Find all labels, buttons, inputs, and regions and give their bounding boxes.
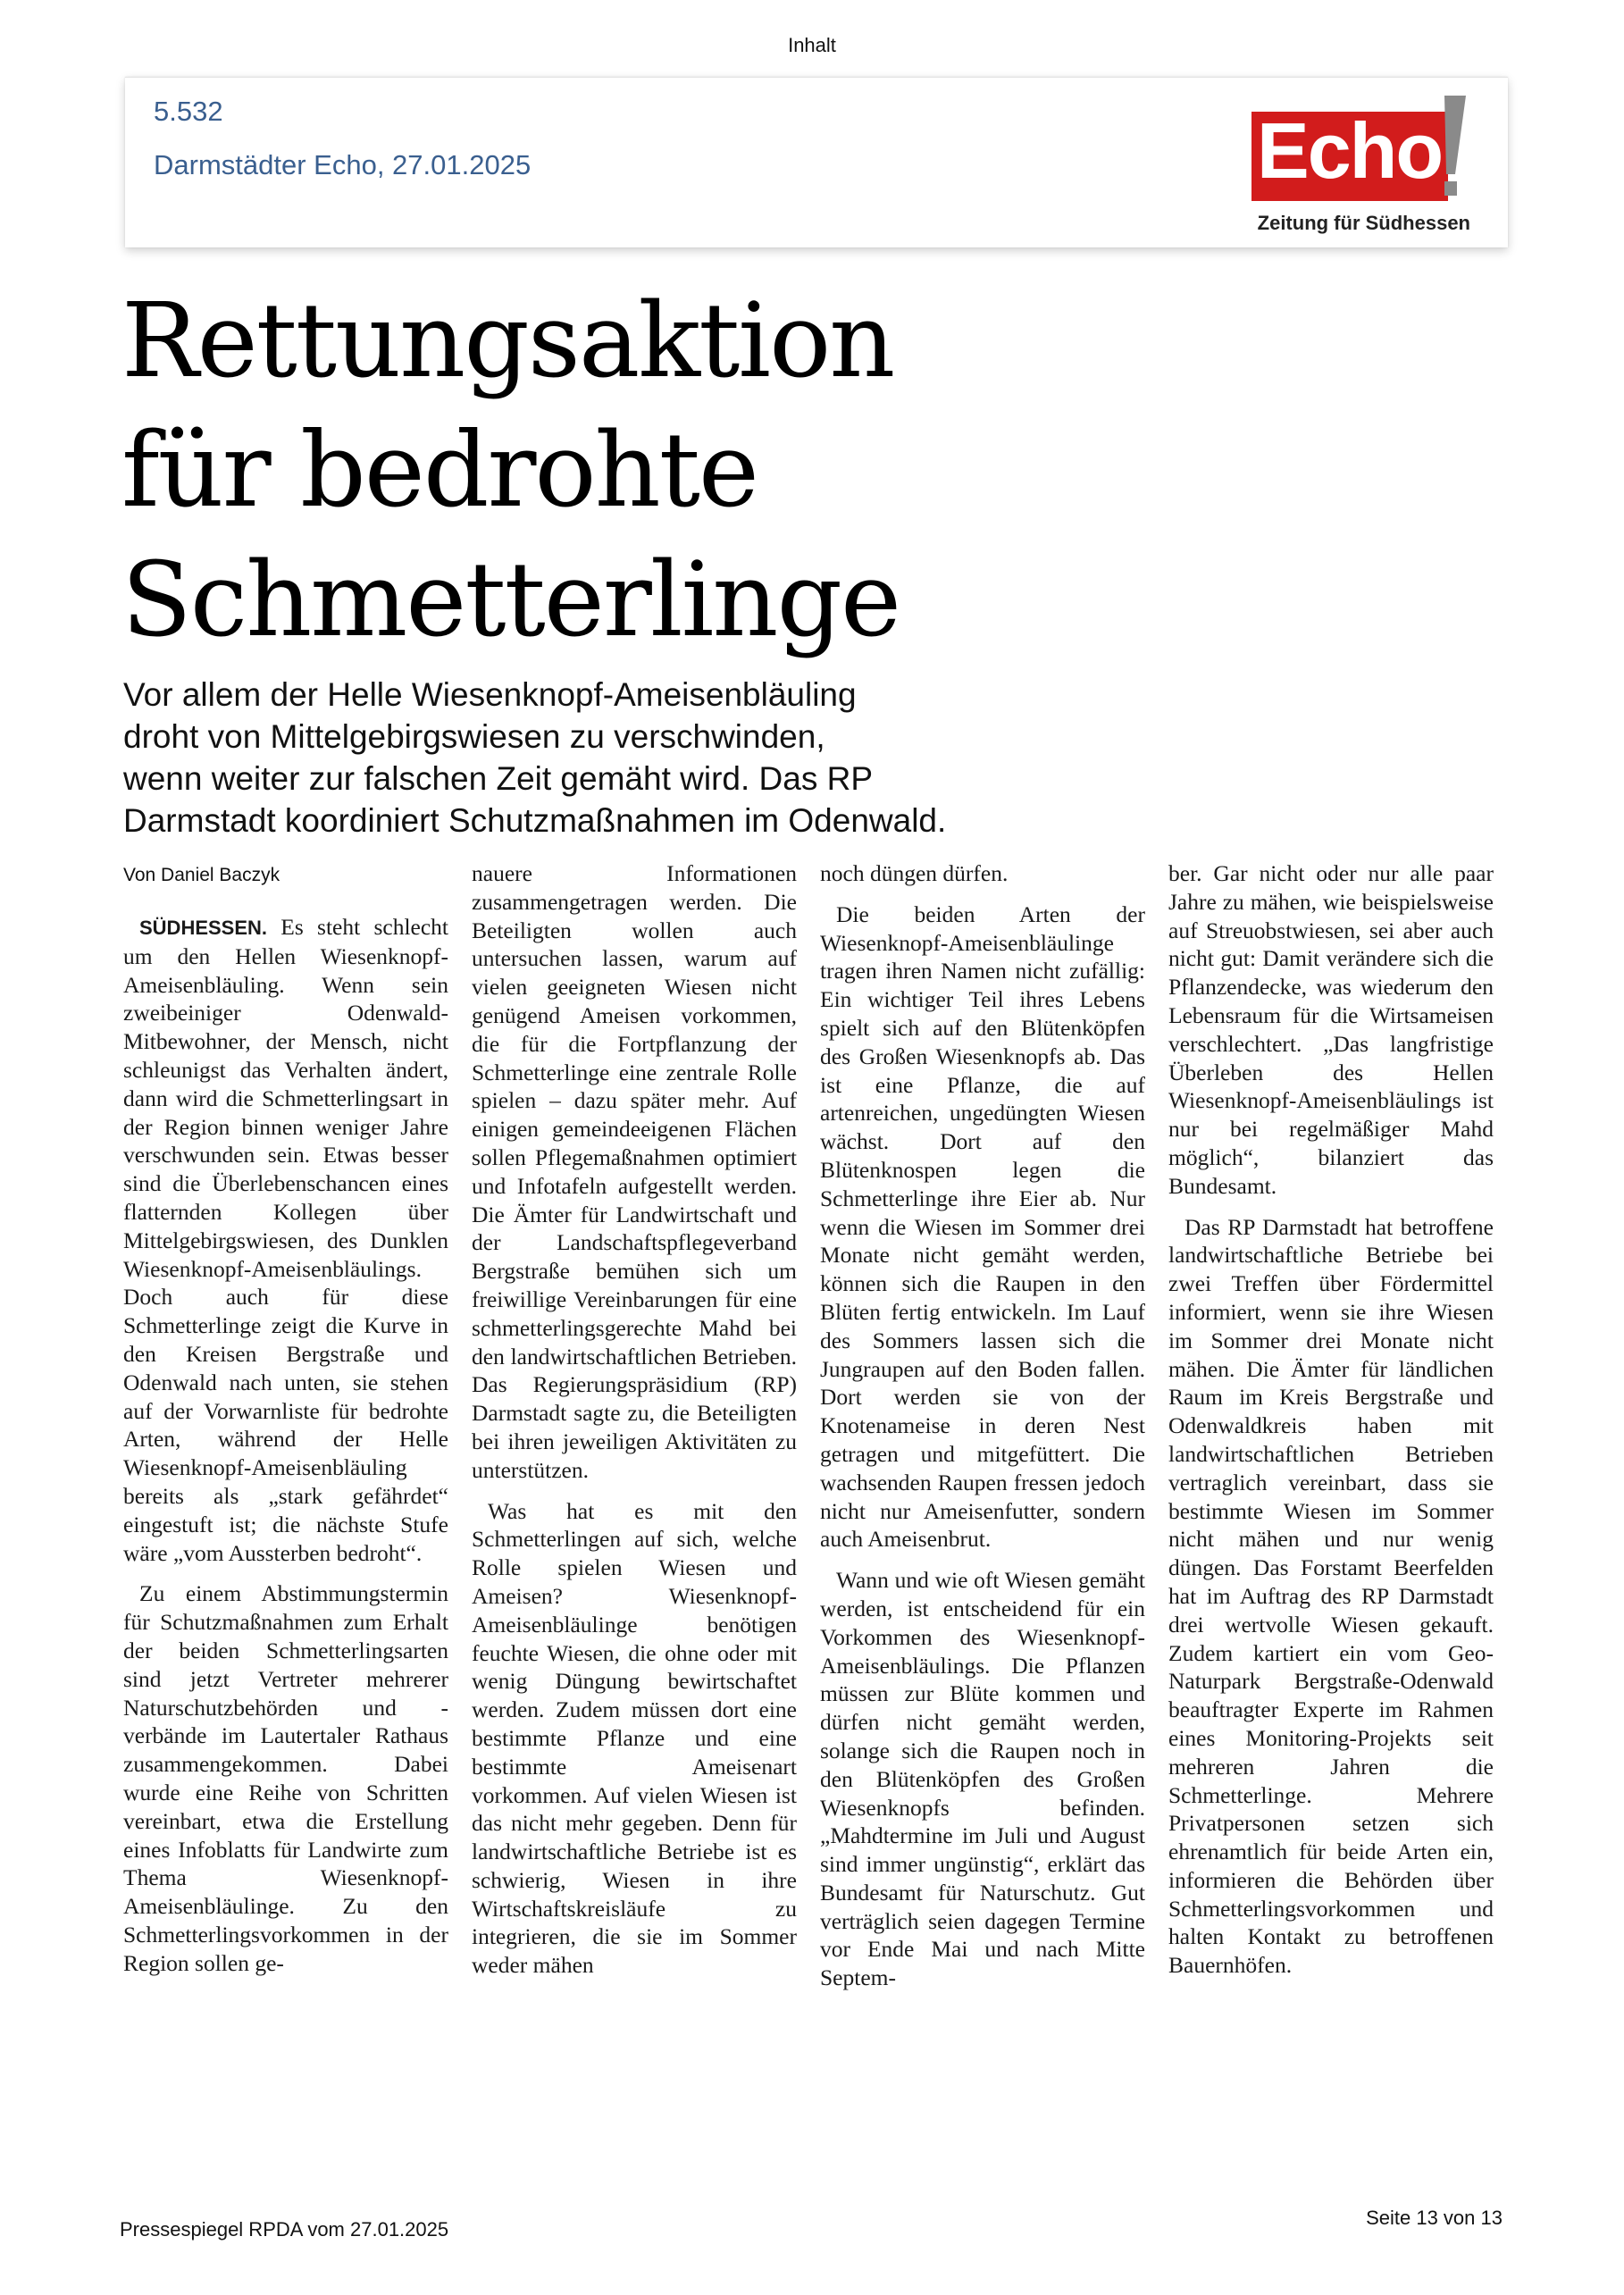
paragraph-text: Es steht schlecht um den Hellen Wiesenknopf-Ameisenbläuling. Wenn sein zweibeiniger Odenwald-Mitbewohner, der Mensch, nicht schleunigst das Verhalten ändert, dann wird die Schmetterlingsart in der Region binnen weniger Jahre verschwunden sein. Etwas besser sind die Überlebenschancen eines flatternden Kollegen über Mittelgebirgswiesen, des Dunklen Wiesenknopf-Ameisenbläulings. Doch auch für diese Schmetterlinge zeigt die Kurve in den Kreisen Bergstraße und Odenwald nach unten, sie stehen auf der Vorwarnliste für bedrohte Arten, während der Helle Wiesenknopf-Ameisenbläuling bereits als „stark gefährdet“ eingestuft ist; die nächste Stufe wäre „vom Aussterben bedroht“. <box>123 914 448 1566</box>
paragraph: Was hat es mit den Schmetterlingen auf sich, welche Rolle spielen Wiesen und Ameisen? Wiesenknopf-Ameisenbläulinge benötigen feuchte Wiesen, die ohne oder mit wenig Düngung bewirtschaftet werden. Zudem müssen dort eine bestimmte Pflanze und eine bestimmte Ameisenart vorkommen. Auf vielen Wiesen ist das nicht mehr gegeben. Denn für landwirtschaftliche Betriebe ist es schwierig, Wiesen in ihre Wirtschaftskreisläufe zu integrieren, die sie im Sommer weder mähen <box>472 1497 797 1979</box>
dateline: SÜDHESSEN. <box>139 917 268 939</box>
article-headline <box>121 277 1015 666</box>
paragraph: ber. Gar nicht oder nur alle paar Jahre zu mähen, wie beispielsweise auf Streuobstwiesen, sei aber auch nicht gut: Damit verändere sich die Pflanzendecke, was wiederum den Lebensraum für die Wirtsameisen verschlechtert. „Das langfristige Überleben des Hellen Wiesenknopf-Ameisenbläulings ist nur bei regelmäßiger Mahd möglich“, bilanziert das Bundesamt. <box>1168 860 1494 1199</box>
exclamation-mark-icon <box>1432 92 1468 203</box>
paragraph: Die beiden Arten der Wiesenknopf-Ameisenbläulinge tragen ihren Namen nicht zufällig: Ein wichtiger Teil ihres Lebens spielt sich auf den Blütenköpfen des Großen Wiesenknopfs ab. Das ist eine Pflanze, die auf artenreichen, ungedüngten Wiesen wächst. Dort auf den Blütenknospen legen die Schmetterlinge ihre Eier ab. Nur wenn die Wiesen im Sommer drei Monate nicht gemäht werden, können sich die Raupen in den Blüten fertig entwickeln. Im Lauf des Sommers lassen sich die Jungraupen auf den Boden fallen. Dort werden sie von der Knotenameise in deren Nest getragen und mitgefüttert. Die wachsenden Raupen fressen jedoch nicht nur Ameisenfutter, sondern auch Ameisenbrut. <box>820 900 1145 1553</box>
text-column-4 <box>1168 859 1494 1992</box>
footer-press-review: Pressespiegel RPDA vom 27.01.2025 <box>120 2218 449 2241</box>
text-column-2 <box>472 859 797 1992</box>
logo-word: Echo <box>1257 106 1443 195</box>
paragraph <box>123 913 448 1567</box>
subhead-line: Darmstadt koordiniert Schutzmaßnahmen im Odenwald. <box>123 802 947 839</box>
paragraph: Wann und wie oft Wiesen gemäht werden, ist entscheidend für ein Vorkommen des Wiesenknopf-Ameisenbläulings. Die Pflanzen müssen zur Blüte kommen und dürfen nicht gemäht werden, solange sich die Raupen noch in den Blütenköpfen des Großen Wiesenknopfs befinden. „Mahdtermine im Juli und August sind immer ungünstig“, erklärt das Bundesamt für Naturschutz. Gut verträglich seien dagegen Termine vor Ende Mai und nach Mitte Septem- <box>820 1567 1145 1991</box>
clipping-header <box>125 77 1508 247</box>
headline-line: für bedrohte <box>121 411 758 531</box>
text-column-3 <box>820 859 1145 2005</box>
text-column-1 <box>123 913 448 1989</box>
paragraph: Zu einem Abstimmungstermin für Schutzmaßnahmen zum Erhalt der beiden Schmetterlingsarten sind jetzt Vertreter mehrerer Naturschutzbehörden und -verbände im Lautertaler Rathaus zusammengekommen. Dabei wurde eine Reihe von Schritten vereinbart, etwa die Erstellung eines Infoblatts für Landwirte zum Thema Wiesenknopf-Ameisenbläulinge. Zu den Schmetterlingsvorkommen in der Region sollen ge- <box>123 1580 448 1976</box>
page-title: Inhalt <box>788 34 836 56</box>
headline-line: Rettungsaktion <box>121 281 894 401</box>
footer-page-number: Seite 13 von 13 <box>1366 2207 1503 2229</box>
paragraph: nauere Informationen zusammengetragen werden. Die Beteiligten wollen auch untersuchen lassen, warum auf vielen geeigneten Wiesen nicht genügend Ameisen vorkommen, die für die Fortpflanzung der Schmetterlinge eine zentrale Rolle spielen – dazu später mehr. Auf einigen gemeindeeigenen Flächen sollen Pflegemaßnahmen optimiert und Infotafeln aufgestellt werden. Die Ämter für Landwirtschaft und der Landschaftspflegeverband Bergstraße bemühen sich um freiwillige Vereinbarungen für eine schmetterlingsgerechte Mahd bei den landwirtschaftlichen Betrieben. Das Regierungspräsidium (RP) Darmstadt sagte zu, die Beteiligten bei ihren jeweiligen Aktivitäten zu unterstützen. <box>472 860 797 1483</box>
source-and-date: Darmstädter Echo, 27.01.2025 <box>154 149 532 180</box>
subhead-line: Vor allem der Helle Wiesenknopf-Ameisenbläuling <box>123 676 857 713</box>
subhead-line: droht von Mittelgebirgswiesen zu verschwinden, <box>123 718 825 755</box>
clipping-number: 5.532 <box>154 96 223 127</box>
logo-subtitle: Zeitung für Südhessen <box>1257 212 1470 234</box>
echo-logo <box>1225 90 1470 235</box>
headline-line: Schmetterlinge <box>121 540 900 660</box>
paragraph: noch düngen dürfen. <box>820 860 1009 886</box>
subhead-line: wenn weiter zur falschen Zeit gemäht wird. Das RP <box>123 760 874 797</box>
byline: Von Daniel Baczyk <box>123 865 280 885</box>
article-subheading <box>123 674 1017 842</box>
paragraph: Das RP Darmstadt hat betroffene landwirtschaftliche Betriebe bei zwei Treffen über Fördermittel informiert, wenn sie ihre Wiesen im Sommer drei Monate nicht mähen. Die Ämter für ländlichen Raum im Kreis Bergstraße und Odenwaldkreis haben mit landwirtschaftlichen Betrieben vertraglich vereinbart, dass sie bestimmte Wiesen im Sommer nicht mähen und nur wenig düngen. Das Forstamt Beerfelden hat im Auftrag des RP Darmstadt drei wertvolle Wiesen gekauft. Zudem kartiert ein vom Geo-Naturpark Bergstraße-Odenwald beauftragter Experte im Rahmen eines Monitoring-Projekts seit mehreren Jahren die Schmetterlinge. Mehrere Privatpersonen setzen sich ehrenamtlich für beide Arten ein, informieren die Behörden über Schmetterlingsvorkommen und halten Kontakt zu betroffenen Bauernhöfen. <box>1168 1213 1494 1979</box>
